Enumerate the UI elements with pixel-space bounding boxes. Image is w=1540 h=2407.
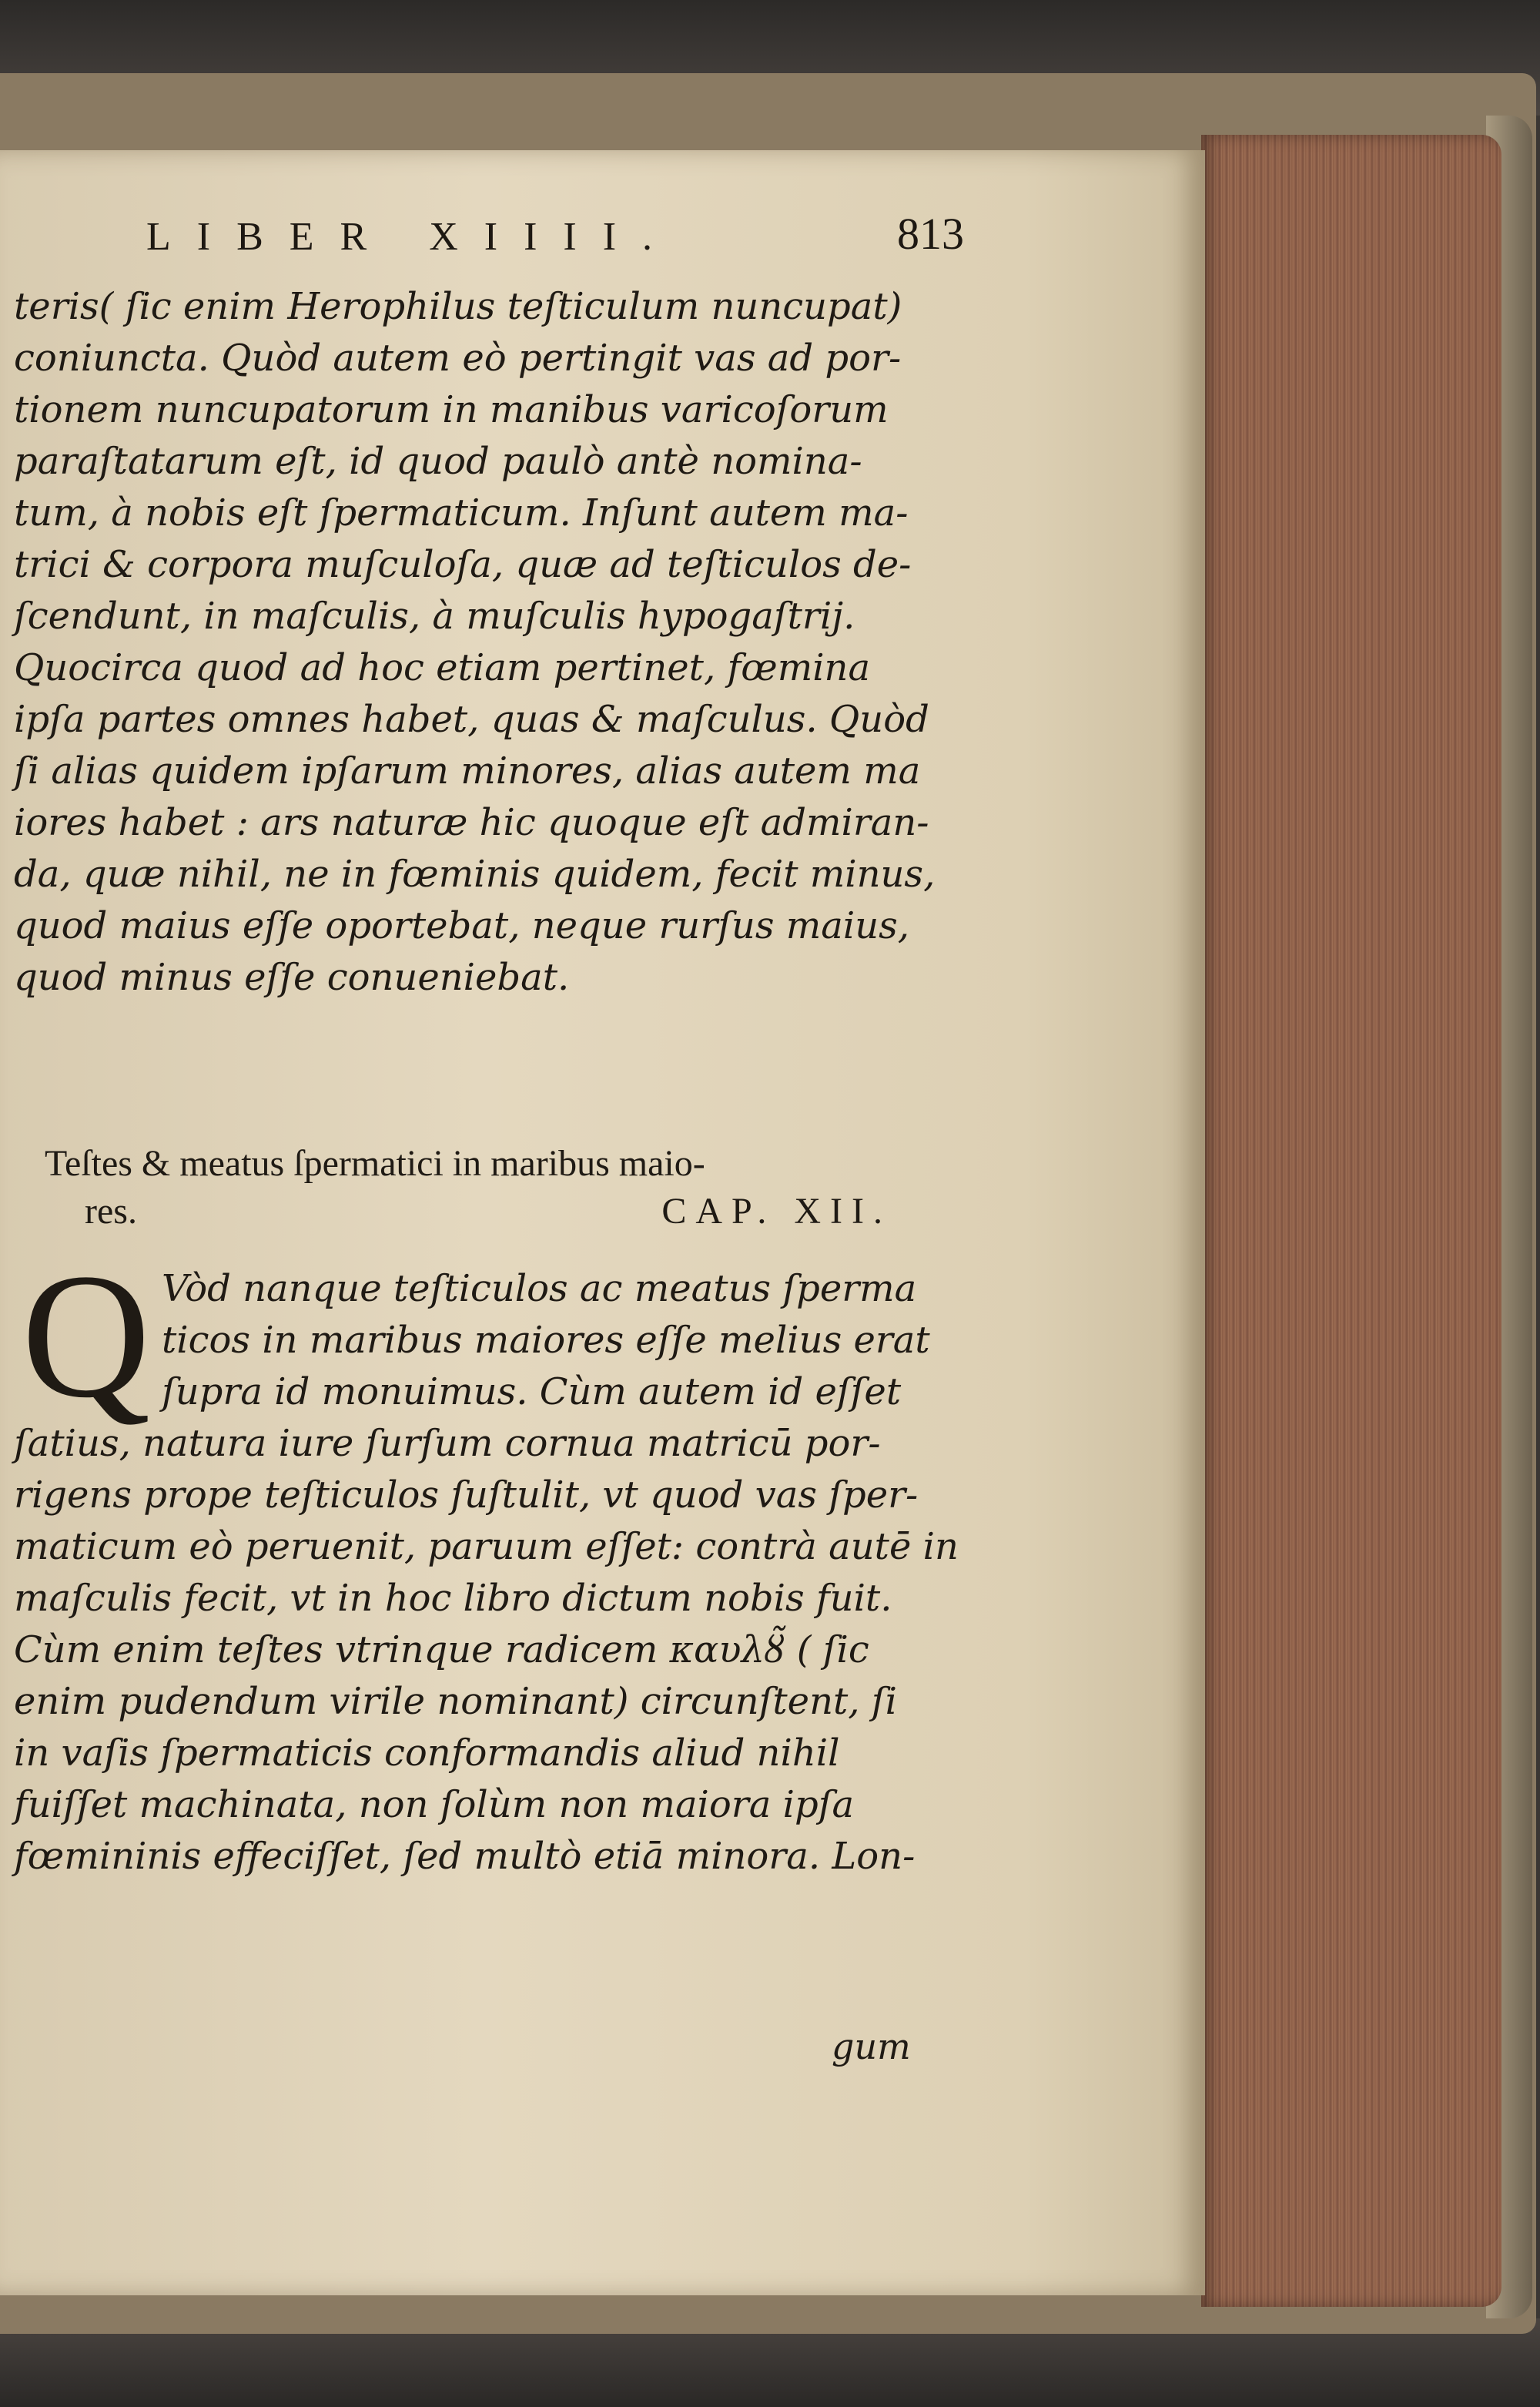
text-line: da, quæ nihil, ne in fœminis quidem, fecit minus, <box>14 853 936 896</box>
page-edges <box>1201 135 1502 2307</box>
page-number: 813 <box>897 209 964 259</box>
text-line: iores habet : ars naturæ hic quoque eſt admiran- <box>14 801 929 844</box>
text-line: quod maius eſſe oportebat, neque rurſus maius, <box>14 904 910 947</box>
text-line: ſupra id monuimus. Cùm autem id eſſet <box>162 1370 902 1413</box>
text-line: rigens prope teſticulos ſuſtulit, vt quod vas ſper- <box>14 1473 919 1517</box>
chapter-heading-line1: Teſtes & meatus ſpermatici in maribus maio- <box>45 1143 705 1184</box>
text-line: in vaſis ſpermaticis conformandis aliud nihil <box>14 1731 840 1775</box>
chapter-text <box>14 1263 969 2037</box>
text-line: Cùm enim teſtes vtrinque radicem καυλȣ̃ ( ſic <box>14 1628 869 1671</box>
text-line: quod minus eſſe conueniebat. <box>14 956 570 999</box>
chapter-heading-end: res. <box>85 1191 137 1232</box>
text-line: maſculis fecit, vt in hoc libro dictum nobis fuit. <box>14 1577 892 1620</box>
text-line: teris( ſic enim Herophilus teſticulum nuncupat) <box>14 285 902 328</box>
chapter-number: CAP. XII. <box>661 1191 892 1232</box>
text-line: Vòd nanque teſticulos ac meatus ſperma <box>162 1267 917 1310</box>
text-line: ſi alias quidem ipſarum minores, alias autem ma <box>14 749 921 793</box>
text-line: fœmininis effeciſſet, ſed multò etiā minora. Lon- <box>14 1835 916 1878</box>
text-line: ipſa partes omnes habet, quas & maſculus. Quòd <box>14 698 929 741</box>
text-line: coniuncta. Quòd autem eò pertingit vas ad por- <box>14 337 902 380</box>
text-line: tionem nuncupatorum in manibus varicoſorum <box>14 388 889 431</box>
text-line: paraſtatarum eſt, id quod paulò antè nomina- <box>14 440 862 483</box>
text-line: trici & corpora muſculoſa, quæ ad teſticulos de- <box>14 543 912 586</box>
catchword: gum <box>832 2026 911 2067</box>
text-line: tum, à nobis eſt ſpermaticum. Inſunt autem ma- <box>14 491 909 535</box>
text-line: fuiſſet machinata, non ſolùm non maiora ipſa <box>14 1783 855 1826</box>
chapter-heading-line2 <box>45 1188 922 1235</box>
text-line: ſcendunt, in maſculis, à muſculis hypogaſtrij. <box>14 595 855 638</box>
body-text <box>14 281 961 1128</box>
text-line: ticos in maribus maiores eſſe melius erat <box>162 1319 930 1362</box>
text-line: ſatius, natura iure ſurſum cornua matricū por- <box>14 1422 881 1465</box>
running-head-title: LIBER XIIII. <box>146 215 679 259</box>
text-line: enim pudendum virile nominant) circunſtent, ſi <box>14 1680 897 1723</box>
chapter-heading <box>45 1140 922 1244</box>
drop-cap: Q <box>22 1237 151 1435</box>
text-line: maticum eò peruenit, paruum eſſet: contrà autē in <box>14 1525 959 1568</box>
text-line: Quocirca quod ad hoc etiam pertinet, fœmina <box>14 646 871 689</box>
